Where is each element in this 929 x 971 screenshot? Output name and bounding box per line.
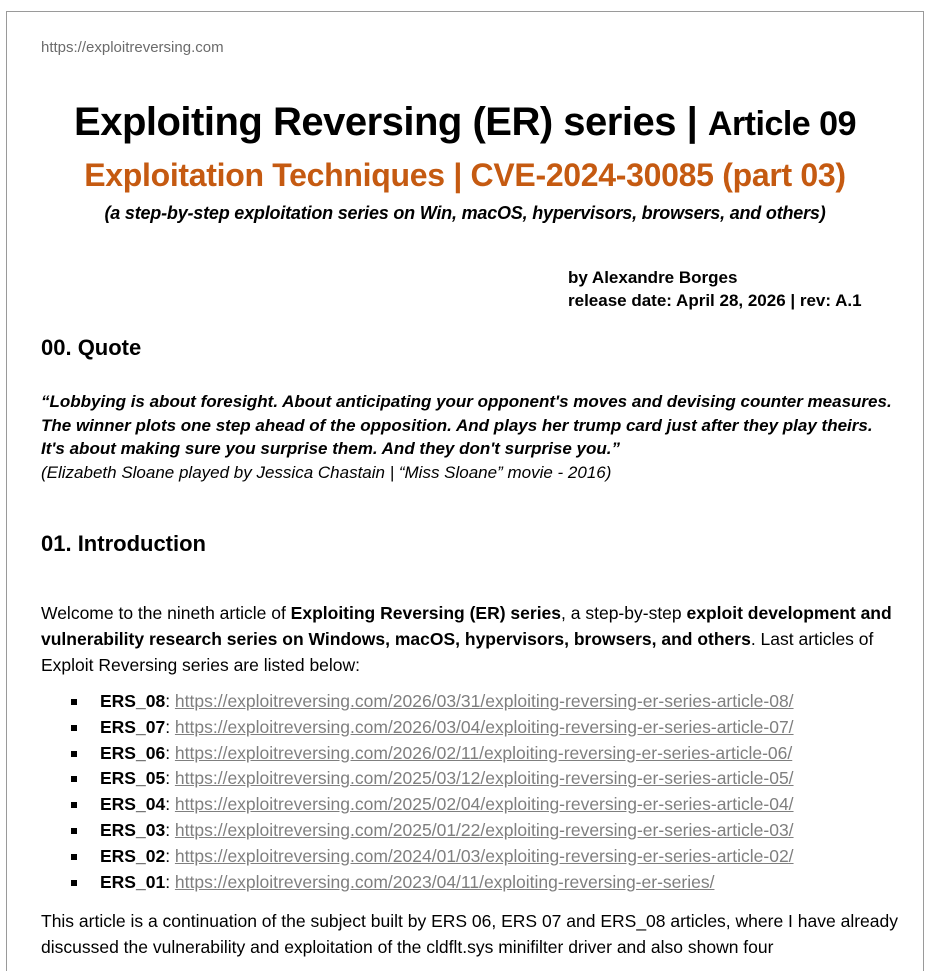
author-block [568,266,862,312]
article-code: ERS_04 [100,794,166,815]
author-byline: by Alexandre Borges [568,268,738,287]
list-item [69,766,909,792]
article-code: ERS_03 [100,819,166,840]
list-item [69,844,909,870]
article-link[interactable]: https://exploitreversing.com/2025/03/12/exploiting-reversing-er-series-article-05/ [174,768,794,789]
intro-heading: 01. Introduction [41,531,206,556]
list-item [69,818,909,844]
article-link[interactable]: https://exploitreversing.com/2026/03/04/exploiting-reversing-er-series-article-07/ [174,716,794,737]
article-code: ERS_01 [100,871,166,892]
bullet-icon [71,828,77,834]
separator: : [165,794,175,815]
article-link[interactable]: https://exploitreversing.com/2025/02/04/exploiting-reversing-er-series-article-04/ [174,794,794,815]
intro-text-3: . Last articles of Exploit Reversing series are listed below: [41,629,874,675]
intro-paragraph [41,600,901,678]
quote-attribution: (Elizabeth Sloane played by Jessica Chastain | “Miss Sloane” movie - 2016) [41,462,612,482]
release-date: release date: April 28, 2026 | rev: A.1 [568,291,862,310]
bullet-icon [71,751,77,757]
article-code: ERS_05 [100,768,166,789]
continuation-paragraph: This article is a continuation of the subject built by ERS 06, ERS 07 and ERS_08 articles, where I have already discussed the vulnerability and exploitation of the cldflt.sys minifilter driver and also shown four [41,911,898,957]
article-link[interactable]: https://exploitreversing.com/2026/03/31/exploiting-reversing-er-series-article-08/ [174,691,794,711]
bullet-icon [71,802,77,808]
page-subtitle: Exploitation Techniques | CVE-2024-30085 (part 03) [84,157,846,193]
intro-series-scope: exploit development and vulnerability research series on Windows, macOS, hypervisors, browsers, and others [41,603,892,649]
article-link[interactable]: https://exploitreversing.com/2024/01/03/exploiting-reversing-er-series-article-02/ [174,845,794,866]
title-main: Exploiting Reversing (ER) series | [74,100,708,144]
separator: : [165,742,175,763]
bullet-icon [71,699,77,705]
separator: : [165,691,175,711]
bullet-icon [71,854,77,860]
quote-block [41,390,901,484]
separator: : [165,768,175,789]
separator: : [165,845,175,866]
bullet-icon [71,776,77,782]
document-page [6,11,924,971]
article-link[interactable]: https://exploitreversing.com/2026/02/11/exploiting-reversing-er-series-article-06/ [174,742,793,763]
article-code: ERS_08 [100,691,166,711]
separator: : [165,716,175,737]
separator: : [165,871,175,892]
list-item [69,741,909,767]
intro-series-name: Exploiting Reversing (ER) series [290,603,562,623]
articles-list [69,689,909,895]
intro-text-1: Welcome to the nineth article of [41,603,291,623]
article-link[interactable]: https://exploitreversing.com/2023/04/11/exploiting-reversing-er-series/ [174,871,715,892]
separator: : [165,819,175,840]
bullet-icon [71,725,77,731]
article-code: ERS_06 [100,742,166,763]
bullet-icon [71,880,77,886]
list-item [69,689,909,715]
page-title [7,100,923,145]
page-tagline: (a step-by-step exploitation series on Win, macOS, hypervisors, browsers, and others) [104,203,826,223]
quote-text: “Lobbying is about foresight. About anticipating your opponent's moves and devising counter measures. The winner plots one step ahead of the opposition. And plays her trump card just after they play theirs. It's about making sure you surprise them. And they don't surprise you.” [41,392,892,458]
title-article: Article 09 [707,105,856,143]
list-item [69,870,909,896]
header-url: https://exploitreversing.com [41,39,224,56]
article-link[interactable]: https://exploitreversing.com/2025/01/22/exploiting-reversing-er-series-article-03/ [174,819,794,840]
list-item [69,792,909,818]
list-item [69,715,909,741]
intro-text-2: , a step-by-step [561,603,687,623]
article-code: ERS_02 [100,845,166,866]
article-code: ERS_07 [100,716,166,737]
quote-heading: 00. Quote [41,335,142,360]
